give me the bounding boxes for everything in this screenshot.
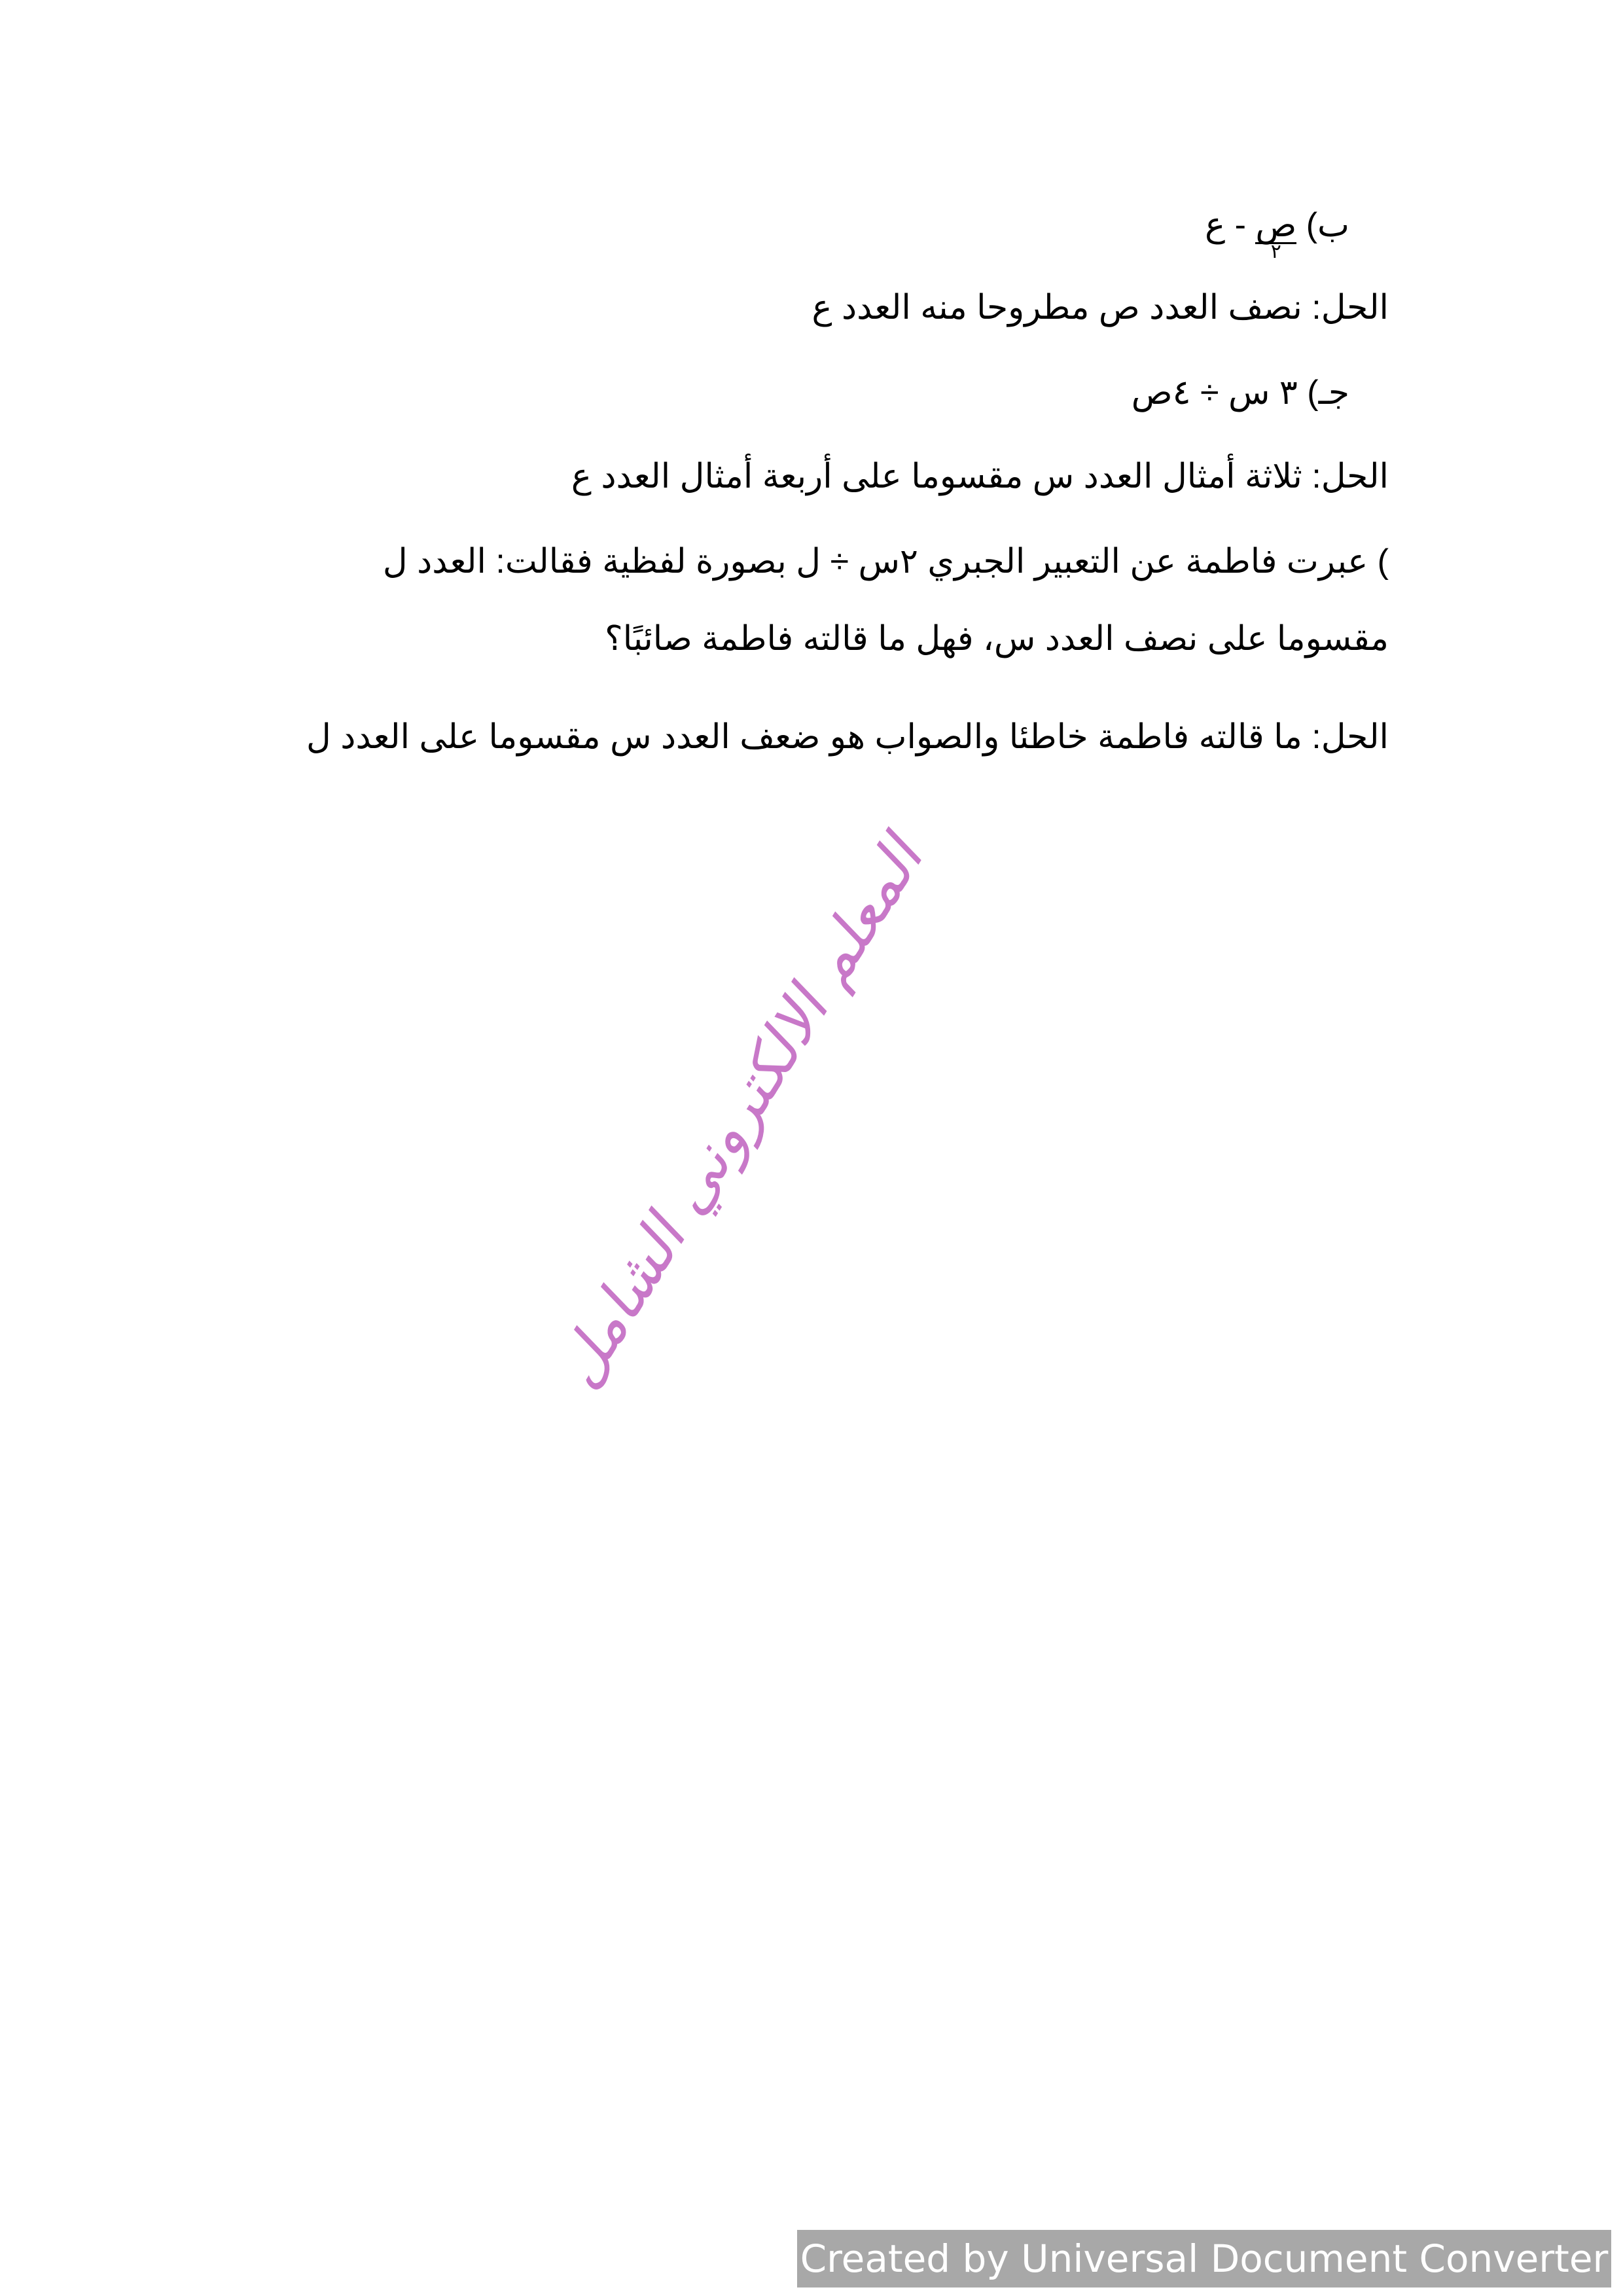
item-b-numerator: ص <box>1255 206 1297 244</box>
watermark-text: المعلم الالكتروني الشامل <box>542 825 936 1399</box>
item-b-prefix: ب) <box>1306 206 1349 244</box>
solution-b: الحل: نصف العدد ص مطروحا منه العدد ع <box>812 289 1389 327</box>
item-c: جـ) ٣ س ÷ ٤ص <box>1131 374 1349 412</box>
solution-c: الحل: ثلاثة أمثال العدد س مقسوما على أربعة أمثال العدد ع <box>571 457 1389 495</box>
item-b-denominator: ٢ <box>1270 241 1281 262</box>
converter-footer-label: Created by Universal Document Converter <box>797 2230 1611 2287</box>
solution-question: الحل: ما قالته فاطمة خاطئا والصواب هو ضعف العدد س مقسوما على العدد ل <box>306 718 1389 756</box>
item-b-fraction <box>1255 204 1297 262</box>
question-line-1: ) عبرت فاطمة عن التعبير الجبري ٢س ÷ ل بصورة لفظية فقالت: العدد ل <box>382 543 1389 581</box>
item-b <box>1205 204 1349 262</box>
question-line-2: مقسوما على نصف العدد س، فهل ما قالته فاطمة صائبًا؟ <box>605 620 1389 658</box>
item-b-suffix: - ع <box>1205 206 1246 244</box>
